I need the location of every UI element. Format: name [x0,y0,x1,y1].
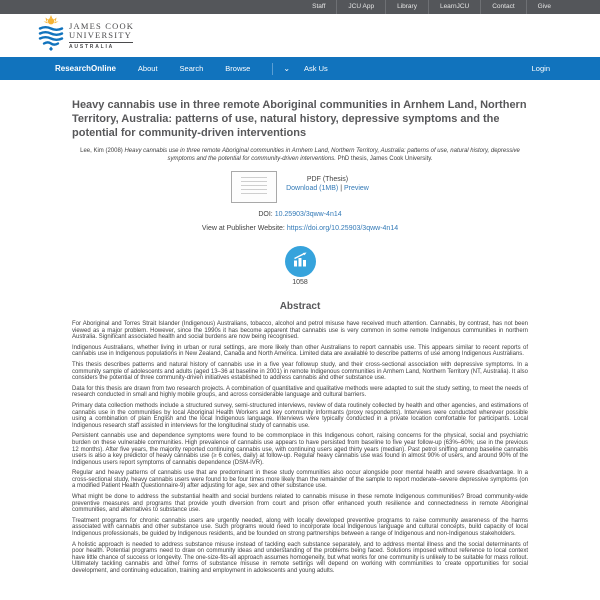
file-type-label: PDF (Thesis) [306,176,349,183]
usage-badge-circle[interactable] [285,246,316,277]
bar-chart-icon [292,251,309,273]
jcu-waves-sun-icon [38,15,64,56]
citation [72,147,528,163]
utility-link-staff[interactable]: Staff [312,3,326,10]
logo-rule [69,42,133,43]
citation-thesis-title: Heavy cannabis use in three remote Aboriginal communities in Arnhem Land, Northern Territory, Australia: patterns of use, natural history, depressive symptoms and the potential for community-driven interventions. [124,148,520,162]
abstract-heading: Abstract [279,301,321,312]
abstract-paragraph: Primary data collection methods include a structured survey, semi-structured interviews, review of data routinely collected by health and other agencies, and estimations of cannabis use in the communities by local Aboriginal Health Workers and key community informants (proxy respondents). Interviews were conducted wherever possible using a combination of plain English and the local Indigenous language. Interviews were typically conducted in a private location comfortable for participants. Local Indigenous research staff assisted in interviews for the longitudinal study of cannabis use. [72,402,528,429]
nav-researchonline[interactable]: ResearchOnline [55,64,116,73]
logo-line-james-cook: JAMES COOK [69,20,135,31]
jcu-logo[interactable] [38,15,134,56]
chevron-down-icon[interactable]: ⌄ [283,63,291,73]
abstract-body [72,321,528,575]
utility-link-library[interactable]: Library [385,0,428,14]
citation-suffix: PhD thesis, James Cook University. [335,156,433,162]
utility-link-learnjcu[interactable]: LearnJCU [428,0,480,14]
nav-ask-us[interactable]: Ask Us [304,64,328,73]
abstract-paragraph: Data for this thesis are drawn from two research projects. A combination of quantitative and qualitative methods were adapted to suit the study setting, to meet the needs of research conducted in small and highly mobile groups, and across considerable language and cultural barriers. [72,385,528,399]
file-row [72,171,528,203]
utility-link-contact[interactable]: Contact [480,0,525,14]
usage-badge [72,246,528,286]
file-meta [286,171,369,193]
abstract-paragraph: A holistic approach is needed to address substance misuse instead of tackling each substance separately, and to address mental illness and the social determinants of poor health. Potential programs need to draw on community ideas and understanding of the problems being faced. Solutions imposed without reference to local context have little chance of success or longevity. The one-size-fits-all approach assumes homogeneity, but what works for one community is unlikely to be suitable for mass rollout. Ultimately tackling cannabis and other forms of substance misuse in remote settings will depend on working with communities to create opportunities for social development, and continuing education, training and employment in adolescents and young adults. [72,541,528,574]
utility-link-jcu-app[interactable]: JCU App [336,0,385,14]
main-navbar [0,57,600,80]
publisher-link[interactable]: https://doi.org/10.25903/3qww-4n14 [286,225,399,232]
nav-login[interactable]: Login [531,64,550,73]
logo-line-university: UNIVERSITY [69,30,132,40]
abstract-paragraph: For Aboriginal and Torres Strait Islander (Indigenous) Australians, tobacco, alcohol and petrol misuse have received much attention. Cannabis, by contrast, has not been viewed as a major problem. However, since the 1990s it has become apparent that cannabis use is very common in some remote Indigenous communities in northern Australia. Significant associated health and social burdens are now being recognised. [72,321,528,341]
downloads-count: 1058 [292,279,308,286]
site-header [0,14,600,57]
abstract-paragraph: Indigenous Australians, whether living in urban or rural settings, are more likely than other Australians to report cannabis use. This appears similar to recent reports of cannabis use in Indigenous populations in New Zealand, Canada and North America. Limited data are available to describe patterns of use among Indigenous Australians. [72,344,528,358]
logo-line-australia: AUSTRALIA [69,43,115,50]
download-link[interactable]: Download (1MB) [286,185,339,192]
preview-link[interactable]: Preview [343,185,369,192]
publisher-label: View at Publisher Website: [201,225,287,232]
abstract-paragraph: What might be done to address the substantial health and social burdens related to cannabis misuse in these remote Indigenous communities? Broad community-wide preventive measures and programs that provide youth diversion from court and prison offer enhanced youth resilience and connectedness in remote Aboriginal communities, and alternatives to substance use. [72,494,528,514]
nav-search[interactable]: Search [179,64,204,73]
pdf-thumbnail[interactable] [231,171,277,203]
abstract-paragraph: This thesis describes patterns and natural history of cannabis use in a five year followup study, and their cross-sectional association with depressive symptoms. In a community sample of adolescents and adults (aged 13–36 at baseline in 2001) in remote Indigenous communities in Arnhem Land, Northern Territory (NT, Australia). It also considers the potential of three community-driven initiatives established to address cannabis and other substance use. [72,361,528,382]
doi-label: DOI: [258,211,275,218]
utility-link-give[interactable]: Give [526,0,562,14]
nav-divider [272,63,273,75]
utility-bar [0,0,600,14]
publisher-line [72,224,528,233]
nav-browse[interactable]: Browse [225,64,251,73]
abstract-paragraph: Persistent cannabis use and dependence symptoms were found to be commonplace in this Indigenous cohort, raising concerns for the physical, social and psychiatric burden on these vulnerable communities. High prevalence of cannabis use appears to have persisted from baseline to five year follow-up (63%–60%; use in the previous 12 months). After five years, the majority reported continuing cannabis use, with continuing users aged thirty years (median). Past petrol sniffing among baseline cannabis users is also a key predictor of heavy cannabis use (≥ 6 cones, daily) at follow-up. Regular heavy cannabis use was found in almost 90% of users, and around 90% of the Indigenous users report symptoms of cannabis dependence (DSM-IVR). [72,433,528,466]
citation-authors: Lee, Kim (2008) [80,148,125,154]
pdf-thumbnail-text-lines [241,177,267,197]
page-title: Heavy cannabis use in three remote Aboriginal communities in Arnhem Land, Northern Territory, Australia: patterns of use, natural history, depressive symptoms and the potential for community-driven interventions [72,99,527,139]
doi-link[interactable]: 10.25903/3qww-4n14 [274,211,342,218]
nav-about[interactable]: About [137,64,158,73]
abstract-paragraph: Regular and heavy patterns of cannabis use that are predominant in these study communities also occur alongside poor mental health and severe disadvantage. In a cross-sectional study, heavy cannabis users were found to be four times more likely than the remainder of the sample to report moderate–severe depressive symptoms (on a modified Patient Health Questionnaire-9) after adjusting for age, sex and other substance use. [72,470,528,490]
doi-line [72,210,528,219]
record-page [72,98,528,575]
link-separator: | [338,185,344,192]
abstract-paragraph: Treatment programs for chronic cannabis users are urgently needed, along with locally developed preventive programs to raise community awareness of the harms associated with cannabis and other substance use. Such programs would need to incorporate local Indigenous language and cultural concepts, build capacity of local Indigenous professionals, be guided by Indigenous residents, and be founded on strong partnerships between a range of Indigenous and non-Indigenous stakeholders. [72,517,528,538]
jcu-logo-text [69,22,134,50]
